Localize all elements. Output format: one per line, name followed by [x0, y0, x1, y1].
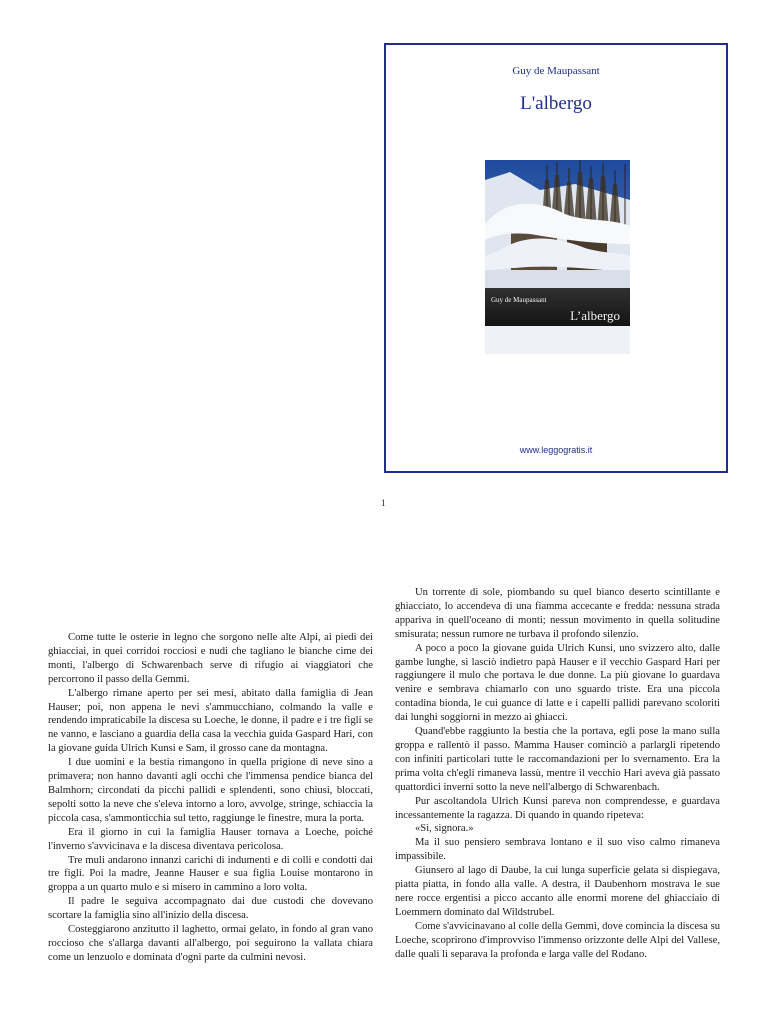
cover-title: L'albergo	[520, 93, 592, 114]
cover-image-author: Guy de Maupassant	[491, 296, 547, 304]
paragraph: «Sì, signora.»	[415, 823, 474, 835]
cover-image	[485, 160, 630, 354]
paragraph: Giunsero al lago di Daube, la cui lunga superficie gelata si dispiegava, piatta piatta, in fondo alla valle. A destra, il Daubenhorn mostrava le sue nere rocce ergentisi a picco accanto alle enormi morene del ghiacciaio di Loemmern dominato dal Wildstrubel.	[395, 865, 720, 918]
book-cover	[384, 43, 728, 473]
paragraph: Era il giorno in cui la famiglia Hauser tornava a Loeche, poiché l'inverno s'avvicinava e la discesa diventava pericolosa.	[48, 826, 373, 852]
paragraph: Tre muli andarono innanzi carichi di indumenti e di colli e condotti dai tre figli. Poi la madre, Jeanne Hauser e sua figlia Louise montarono in groppa a un quarto mulo e si misero in cammino a loro volta.	[48, 854, 373, 894]
page-number: 1	[381, 498, 386, 508]
paragraph: Come s'avvicinavano al colle della Gemmi, dove comincia la discesa su Loeche, scoprirono d'improvviso l'immenso orizzonte delle Alpi del Vallese, dalle quali li separava la profonda e larga valle del Rodano.	[395, 920, 720, 960]
paragraph: Come tutte le osterie in legno che sorgono nelle alte Alpi, ai piedi dei ghiacciai, in quei corridoi rocciosi e nudi che tagliano le bianche cime dei monti, l'albergo di Schwarenbach serve di rifugio ai viaggiatori che percorrono il passo della Gemmi.	[48, 632, 373, 685]
cover-author: Guy de Maupassant	[512, 65, 600, 77]
paragraph: Il padre le seguiva accompagnato dai due custodi che dovevano scortare la famiglia sino all'inizio della discesa.	[48, 896, 373, 922]
paragraph: A poco a poco la giovane guida Ulrich Kunsi, uno svizzero alto, dalle gambe lunghe, si lasciò indietro papà Hauser e il vecchio Gaspard Hari per raggiungere il mulo che portava le due donne. La più giovane lo guardava venire e sembrava chiamarlo con uno sguardo triste. Era una piccola contadina bionda, le cui guance di latte e i capelli pallidi parevano scoloriti dai lunghi soggiorni in mezzo ai ghiacci.	[395, 642, 720, 724]
paragraph: Pur ascoltandola Ulrich Kunsi pareva non comprendesse, e guardava incessantemente la ragazza. Di quando in quando ripeteva:	[395, 795, 720, 821]
paragraph: Un torrente di sole, piombando su quel bianco deserto scintillante e ghiacciato, lo accendeva di una fiamma accecante e fredda: nessuna strada appariva in quell'oceano di monti; nessun movimento in quella solitudine smisurata; nessun rumore ne turbava il profondo silenzio.	[395, 587, 720, 640]
website-link[interactable]: www.leggogratis.it	[519, 445, 593, 455]
text-column-left	[48, 631, 373, 965]
paragraph: Ma il suo pensiero sembrava lontano e il suo viso calmo rimaneva impassibile.	[395, 837, 720, 863]
snowy-chalet-illustration	[485, 160, 630, 354]
paragraph: I due uomini e la bestia rimangono in quella prigione di neve sino a primavera; non hanno davanti agli occhi che l'immensa pendice bianca del Balmhorn; circondati da picchi pallidi e splendenti, sono chiusi, bloccati, sepolti sotto la neve che s'eleva intorno a loro, avvolge, stringe, schiaccia la piccola casa, s'ammonticchia sul tetto, raggiunge le finestre, mura la porta.	[48, 757, 373, 824]
paragraph: L'albergo rimane aperto per sei mesi, abitato dalla famiglia di Jean Hauser; poi, non appena le nevi s'ammucchiano, colmando la valle e rendendo impraticabile la discesa su Loeche, le donne, il padre e i tre figli se ne vanno, e lasciano a guardia della casa la vecchia guida Gaspard Hari, con la giovane guida Ulrich Kunsi e Sam, il grosso cane da montagna.	[48, 687, 373, 755]
cover-image-title: L’albergo	[570, 308, 620, 323]
text-column-right	[395, 586, 720, 961]
paragraph: Quand'ebbe raggiunto la bestia che la portava, egli pose la mano sulla groppa e rallentò il passo. Mamma Hauser cominciò a parlargli ripetendo con infiniti particolari tutte le raccomandazioni per lo svernamento. Era la prima volta ch'egli rimaneva lassù, mentre il vecchio Hari aveva già passato quattordici inverni sotto la neve nell'albergo di Schwarenbach.	[395, 726, 720, 793]
paragraph: Costeggiarono anzitutto il laghetto, ormai gelato, in fondo al gran vano roccioso che s'allarga davanti all'albergo, poi seguirono la vallata chiara come un lenzuolo e dominata d'ogni parte da culmini nevosi.	[48, 924, 373, 963]
